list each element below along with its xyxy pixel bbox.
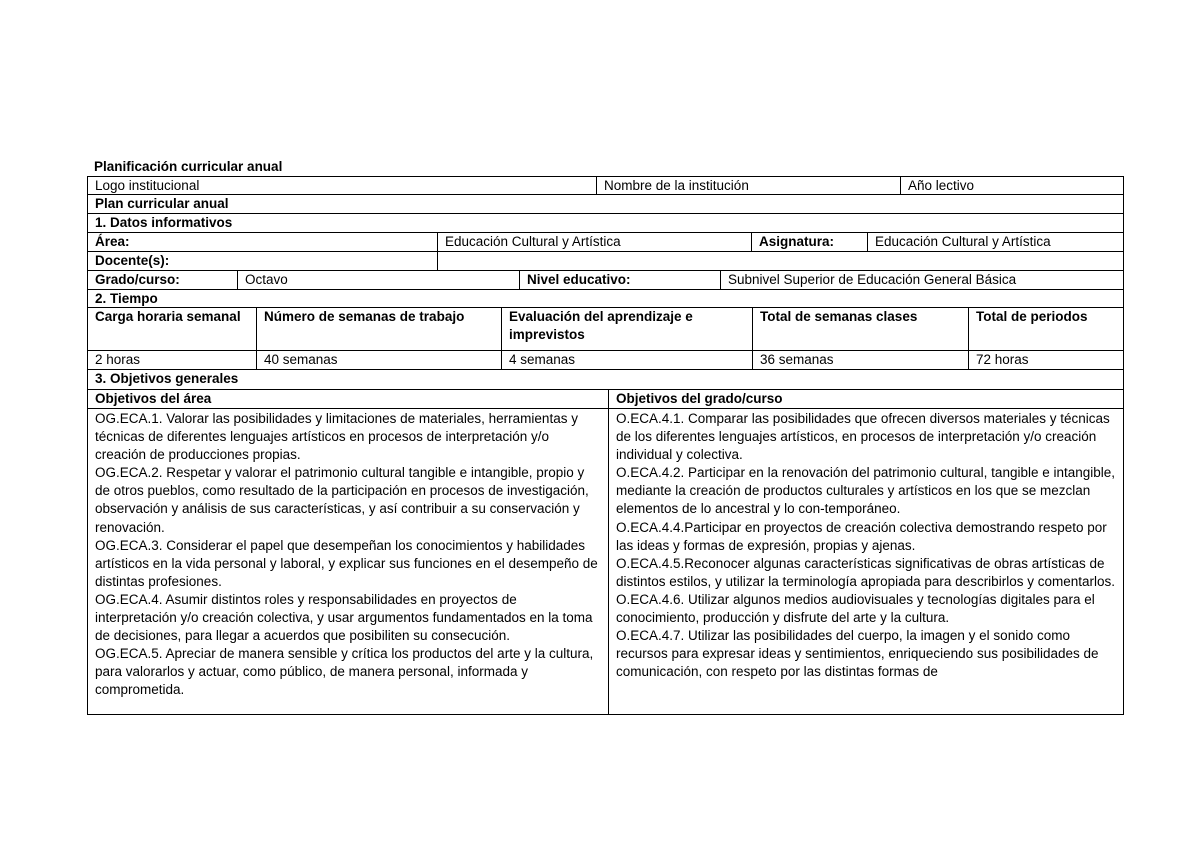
time-header-evaluation: Evaluación del aprendizaje e imprevistos	[501, 308, 752, 350]
grade-label: Grado/curso:	[95, 272, 180, 287]
teacher-label: Docente(s):	[95, 253, 170, 268]
area-objectives-header: Objetivos del área	[95, 391, 212, 406]
time-header-work-weeks: Número de semanas de trabajo	[256, 308, 501, 350]
section3-title-row	[87, 370, 1124, 390]
document-title: Planificación curricular anual	[94, 159, 283, 174]
section2-title: 2. Tiempo	[95, 291, 158, 306]
time-header-class-weeks: Total de semanas clases	[752, 308, 968, 350]
teacher-value	[437, 252, 1124, 270]
time-value-work-weeks: 40 semanas	[256, 351, 501, 369]
grade-objectives-list	[608, 409, 1124, 714]
time-value-total-periods: 72 horas	[968, 351, 1124, 369]
time-header-weekly-hours: Carga horaria semanal	[95, 309, 241, 324]
section3-title: 3. Objetivos generales	[95, 371, 239, 386]
area-value: Educación Cultural y Artística	[437, 233, 751, 251]
level-value: Subnivel Superior de Educación General Básica	[720, 271, 1124, 289]
plan-title-row	[87, 195, 1124, 214]
grade-objective: O.ECA.4.6. Utilizar algunos medios audiovisuales y tecnologías digitales para el conocimiento, producción y disfrute del arte y la cultura.	[616, 591, 1095, 626]
subject-label: Asignatura:	[751, 233, 867, 251]
level-label: Nivel educativo:	[519, 271, 720, 289]
section1-title-row	[87, 214, 1124, 233]
institution-header-row	[87, 176, 1124, 195]
time-headers-row	[87, 308, 1124, 351]
area-objective: OG.ECA.1. Valorar las posibilidades y limitaciones de materiales, herramientas y técnicas de diferentes lenguajes artísticos en procesos de interpretación y/o creación de producciones propias.	[95, 411, 578, 463]
school-year-cell: Año lectivo	[900, 177, 1124, 194]
grade-objective: O.ECA.4.7. Utilizar las posibilidades del cuerpo, la imagen y el sonido como recursos para expresar ideas y sentimientos, enriqueciendo sus posibilidades de comunicación, con respeto por las distintas formas de	[616, 628, 1099, 680]
area-objective: OG.ECA.4. Asumir distintos roles y responsabilidades en proyectos de interpretación y/o creación colectiva, y usar argumentos fundamentados en la toma de decisiones, para llegar a acuerdos que posibiliten su consecución.	[95, 591, 593, 644]
time-value-evaluation: 4 semanas	[501, 351, 752, 369]
grade-objectives-header: Objetivos del grado/curso	[608, 390, 1124, 408]
grade-objective: O.ECA.4.5.Reconocer algunas características significativas de obras artísticas de distintos estilos, y utilizar la terminología apropiada para describirlos y comentarlos.	[616, 555, 1115, 589]
grade-objective: O.ECA.4.1. Comparar las posibilidades que ofrecen diversos materiales y técnicas de los diferentes lenguajes artísticos, en procesos de interpretación y/o creación individual y colectiva.	[616, 411, 1110, 463]
subject-value: Educación Cultural y Artística	[867, 233, 1124, 251]
time-values-row	[87, 351, 1124, 370]
area-objective: OG.ECA.2. Respetar y valorar el patrimonio cultural tangible e intangible, propio y de otros pueblos, como resultado de la participación en procesos de investigación, observación y análisis de sus características, y así contribuir a su conservación y renovación.	[95, 465, 589, 535]
area-objectives-list	[88, 409, 608, 714]
section1-title: 1. Datos informativos	[95, 215, 233, 230]
grade-objective: O.ECA.4.4.Participar en proyectos de creación colectiva demostrando respeto por las ideas y formas de expresión, propias y ajenas.	[616, 519, 1107, 553]
grade-value: Octavo	[237, 271, 519, 289]
area-label: Área:	[95, 234, 130, 249]
section2-title-row	[87, 290, 1124, 308]
time-value-class-weeks: 36 semanas	[752, 351, 968, 369]
logo-cell: Logo institucional	[95, 178, 200, 193]
objectives-headers-row	[87, 390, 1124, 409]
curriculum-plan-table	[87, 176, 1124, 715]
institution-name-cell: Nombre de la institución	[596, 177, 900, 194]
area-row	[87, 233, 1124, 252]
teacher-row	[87, 252, 1124, 271]
plan-title: Plan curricular anual	[95, 196, 229, 211]
area-objective: OG.ECA.3. Considerar el papel que desempeñan los conocimientos y habilidades artísticos en la vida personal y laboral, y explicar sus funciones en el desempeño de distintas profesiones.	[95, 537, 598, 589]
area-objective: OG.ECA.5. Apreciar de manera sensible y crítica los productos del arte y la cultura, para valorarlos y actuar, como público, de manera personal, informada y comprometida.	[95, 646, 594, 698]
time-value-weekly-hours: 2 horas	[95, 352, 141, 367]
time-header-total-periods: Total de periodos	[968, 308, 1124, 350]
objectives-body-row	[87, 409, 1124, 715]
grade-row	[87, 271, 1124, 290]
grade-objective: O.ECA.4.2. Participar en la renovación del patrimonio cultural, tangible e intangible, mediante la creación de productos culturales y artísticos en los que se mezclan elementos de lo ancestral y lo con-temporáneo.	[616, 465, 1116, 517]
